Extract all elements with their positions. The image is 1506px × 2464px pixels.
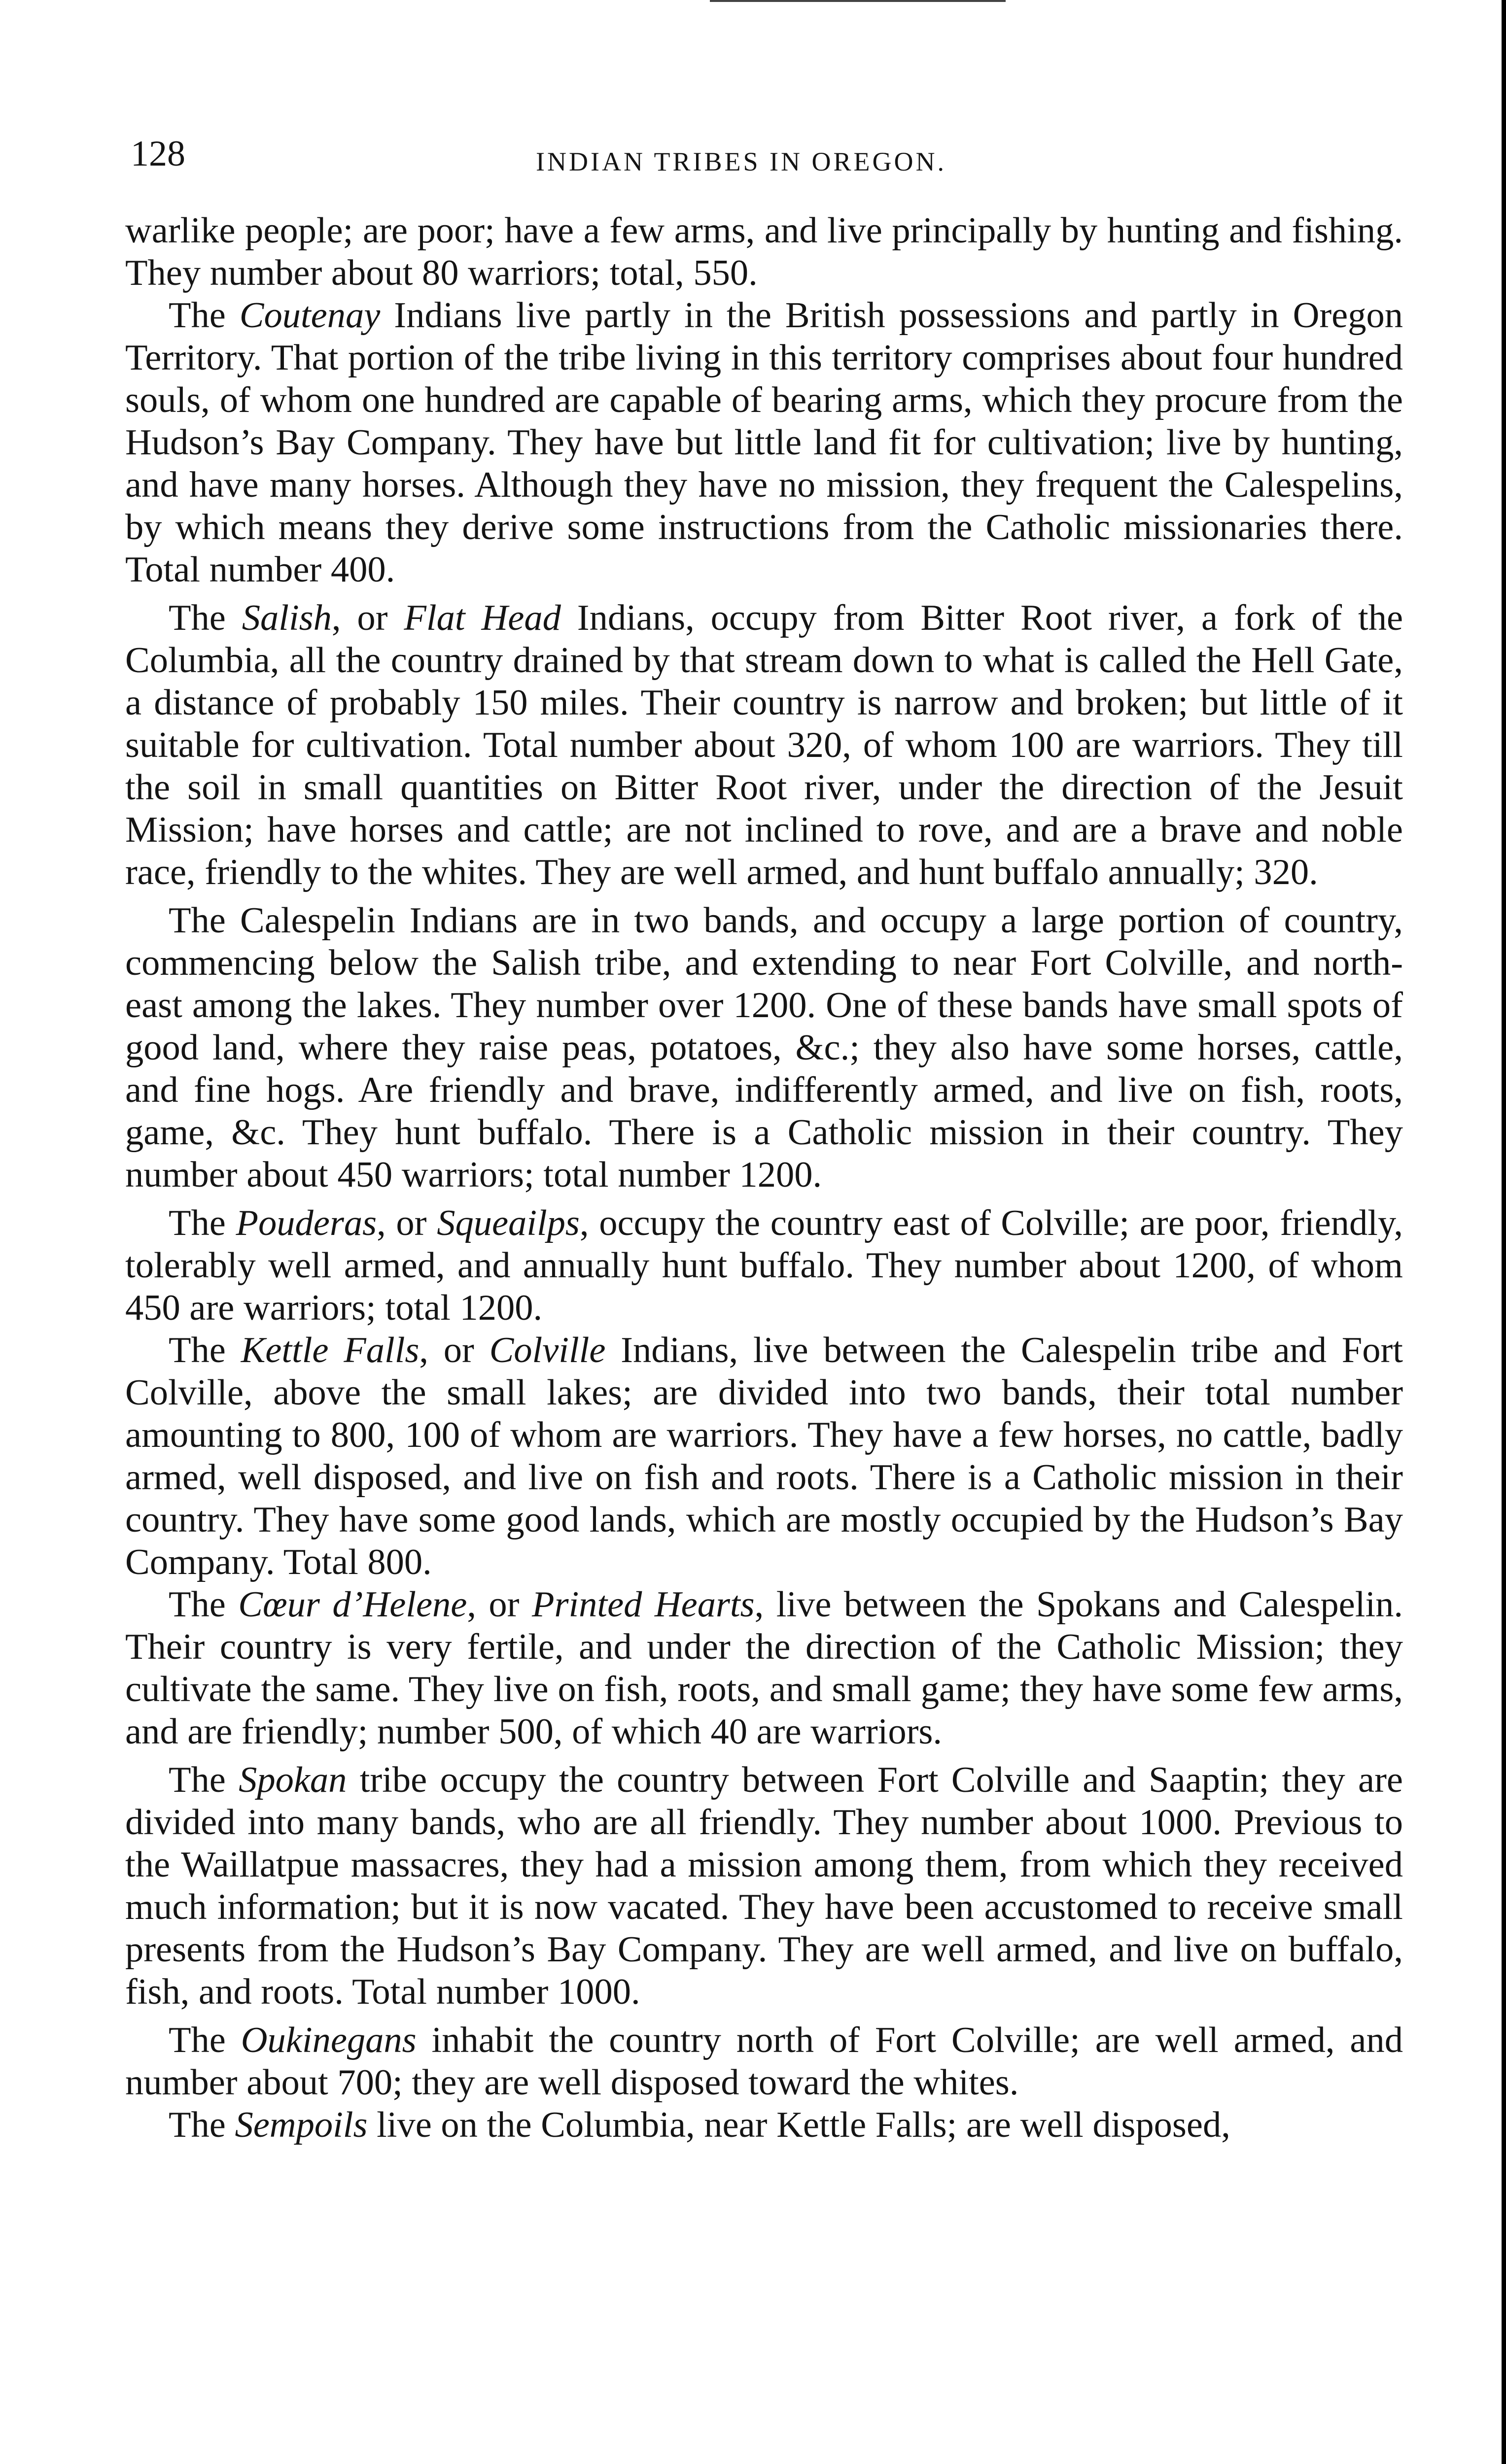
- text-run: The: [169, 1584, 239, 1625]
- paragraph-oukinegans: [125, 2019, 1403, 2104]
- top-edge-mark: [710, 0, 1006, 4]
- paragraph-sempoils: [125, 2104, 1403, 2146]
- text-run: , occupy the country east of Colville; are poor, friendly, tolerably well armed, and annually hunt buffalo. They number about 1200, of whom 450 are warriors; total 1200.: [125, 1203, 1403, 1328]
- text-run: The: [169, 295, 240, 336]
- paragraph-continuation: [125, 209, 1403, 294]
- text-run: warlike people; are poor; have a few arms, and live principally by hunting and fishing. They number about 80 warriors; total, 550.: [125, 210, 1403, 293]
- right-edge-border: [1502, 0, 1506, 2464]
- tribe-name: Spokan: [239, 1760, 347, 1800]
- text-run: , live between the Spokans and Calespelin. Their country is very fertile, and under the direction of the Catholic Mission; they cultivate the same. They live on fish, roots, and small game; they have some few arms, and are friendly; number 500, of which 40 are warriors.: [125, 1584, 1403, 1752]
- text-run: , or: [419, 1330, 490, 1370]
- text-run: , or: [467, 1584, 532, 1625]
- running-head: [131, 129, 1398, 178]
- text-run: live on the Columbia, near Kettle Falls; are well disposed,: [367, 2105, 1230, 2145]
- text-run: The: [169, 598, 242, 638]
- tribe-name: Sempoils: [235, 2105, 368, 2145]
- paragraph-pouderas: [125, 1202, 1403, 1329]
- page-number: 128: [131, 134, 185, 174]
- tribe-name: Printed Hearts: [531, 1584, 755, 1625]
- text-run: Indians, live between the Calespelin tribe and Fort Colville, above the small lakes; are divided into two bands, their total number amounting to 800, 100 of whom are warriors. They have a few horses, no cattle, badly armed, well disposed, and live on fish and roots. There is a Catholic mission in their country. They have some good lands, which are mostly occupied by the Hudson’s Bay Company. Total 800.: [125, 1330, 1403, 1582]
- text-run: The: [169, 1760, 239, 1800]
- paragraph-salish: [125, 597, 1403, 893]
- paragraph-coeur-dhelene: [125, 1583, 1403, 1753]
- tribe-name: Cœur d’Helene: [238, 1584, 467, 1625]
- text-run: tribe occupy the country between Fort Colville and Saaptin; they are divided into many bands, who are all friendly. They number about 1000. Previous to the Waillatpue massacres, they had a mission among them, from which they received much information; but it is now vacated. They have been accustomed to receive small presents from the Hudson’s Bay Company. They are well armed, and live on buffalo, fish, and roots. Total number 1000.: [125, 1760, 1403, 2012]
- text-run: The Calespelin Indians are in two bands, and occupy a large portion of country, commencing below the Salish tribe, and extending to near Fort Colville, and north-east among the lakes. They number over 1200. One of these bands have small spots of good land, where they raise peas, potatoes, &c.; they also have some horses, cattle, and fine hogs. Are friendly and brave, indifferently armed, and live on fish, roots, game, &c. They hunt buffalo. There is a Catholic mission in their country. They number about 450 warriors; total number 1200.: [125, 900, 1403, 1195]
- tribe-name: Colville: [489, 1330, 606, 1370]
- text-run: inhabit the country north of Fort Colville; are well armed, and number about 700; they are well disposed toward the whites.: [125, 2020, 1403, 2103]
- text-run: Indians, occupy from Bitter Root river, a fork of the Columbia, all the country drained by that stream down to what is called the Hell Gate, a distance of probably 150 miles. Their country is narrow and broken; but little of it suitable for cultivation. Total number about 320, of whom 100 are warriors. They till the soil in small quantities on Bitter Root river, under the direction of the Jesuit Mission; have horses and cattle; are not inclined to rove, and are a brave and noble race, friendly to the whites. They are well armed, and hunt buffalo annually; 320.: [125, 598, 1403, 892]
- paragraph-kettle-falls: [125, 1329, 1403, 1583]
- text-run: Indians live partly in the British possessions and partly in Oregon Territory. That portion of the tribe living in this territory comprises about four hundred souls, of whom one hundred are capable of bearing arms, which they procure from the Hudson’s Bay Company. They have but little land fit for cultivation; live by hunting, and have many horses. Although they have no mission, they frequent the Calespelins, by which means they derive some instructions from the Catholic missionaries there. Total number 400.: [125, 295, 1403, 590]
- paragraph-coutenay: [125, 294, 1403, 591]
- paragraph-calespelin: [125, 899, 1403, 1196]
- tribe-name: Salish: [242, 598, 332, 638]
- tribe-name: Squeailps: [437, 1203, 580, 1243]
- tribe-name: Flat Head: [404, 598, 561, 638]
- text-run: The: [169, 2020, 241, 2060]
- running-title: INDIAN TRIBES IN OREGON.: [536, 147, 946, 176]
- tribe-name: Kettle Falls: [241, 1330, 420, 1370]
- tribe-name: Pouderas: [236, 1203, 377, 1243]
- text-run: The: [169, 1203, 236, 1243]
- tribe-name: Coutenay: [239, 295, 381, 336]
- paragraph-spokan: [125, 1759, 1403, 2013]
- tribe-name: Oukinegans: [241, 2020, 417, 2060]
- text-run: , or: [331, 598, 404, 638]
- text-run: The: [169, 1330, 241, 1370]
- text-run: The: [169, 2105, 235, 2145]
- text-run: , or: [377, 1203, 437, 1243]
- body-text: [125, 209, 1403, 2146]
